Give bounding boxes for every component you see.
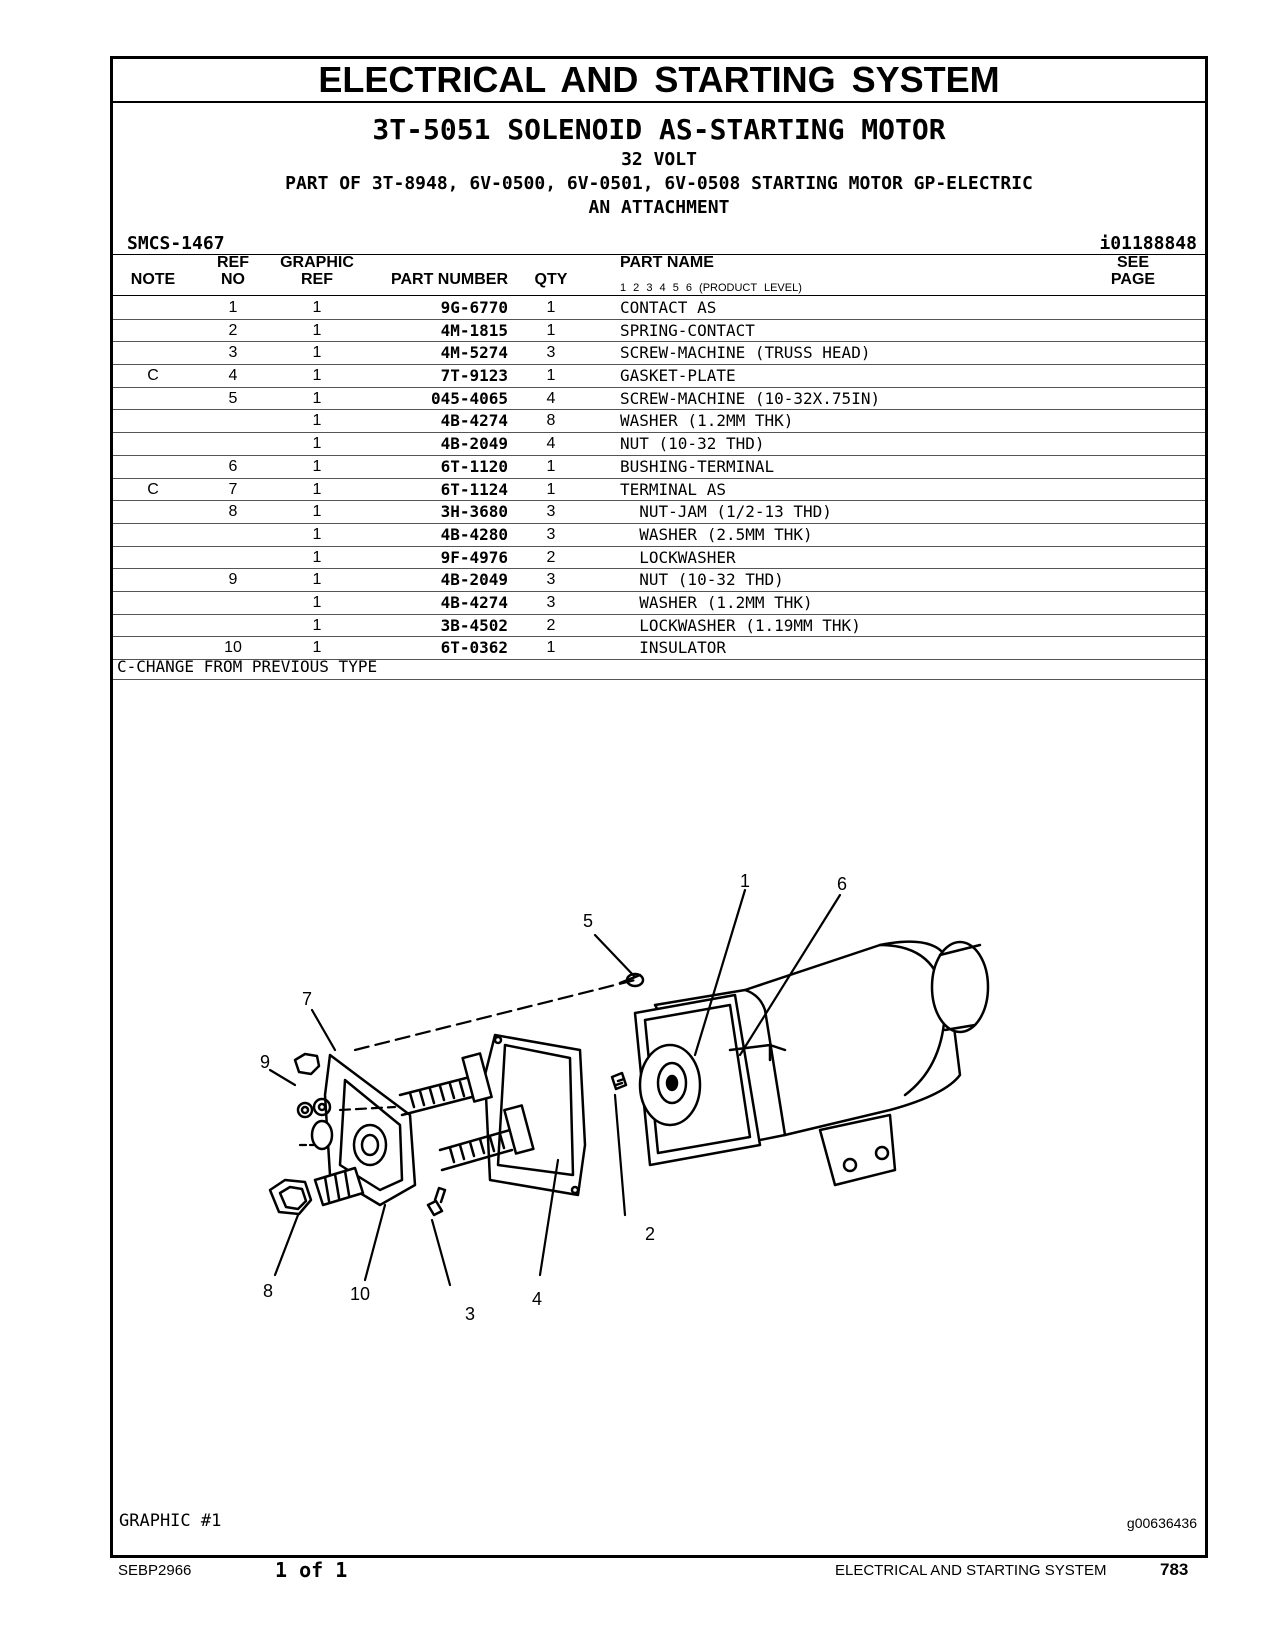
note-cell: C [147, 480, 159, 498]
table-row [113, 410, 1205, 433]
graphic-id: g00636436 [1126, 1515, 1197, 1531]
part-name-cell: TERMINAL AS [620, 479, 726, 499]
ref-no-cell: 2 [228, 321, 238, 339]
callout-2: 2 [645, 1224, 656, 1244]
part-number-cell: 4B-2049 [440, 570, 508, 590]
page-title: 3T-5051 SOLENOID AS-STARTING MOTOR [372, 113, 946, 146]
col-header-qty: QTY [534, 271, 568, 288]
part-name-cell: WASHER (1.2MM THK) [620, 411, 794, 431]
callout-3: 3 [465, 1304, 476, 1324]
ref-no-cell: 6 [228, 457, 238, 475]
part-name-cell: INSULATOR [620, 638, 726, 658]
parts-table [113, 297, 1205, 660]
product-level-header: 1 2 3 4 5 6 (PRODUCT LEVEL) [620, 282, 802, 294]
callout-9: 9 [260, 1052, 271, 1072]
graphic-ref-cell: 1 [312, 344, 322, 362]
qty-cell: 1 [546, 321, 556, 339]
callout-5: 5 [583, 911, 594, 931]
qty-cell: 1 [546, 367, 556, 385]
col-header-graphic-ref-1: GRAPHIC [280, 254, 354, 271]
graphic-ref-cell: 1 [312, 480, 322, 498]
callout-8: 8 [263, 1281, 274, 1301]
qty-cell: 3 [546, 571, 556, 589]
graphic-label: GRAPHIC #1 [119, 1511, 222, 1531]
part-number-cell: 6T-1120 [440, 456, 508, 476]
ref-no-cell: 5 [228, 389, 238, 407]
part-number-cell: 9F-4976 [440, 547, 508, 567]
graphic-ref-cell: 1 [312, 525, 322, 543]
part-number-cell: 4B-2049 [440, 434, 508, 454]
ref-no-cell: 9 [228, 571, 238, 589]
col-header-ref-1: REF [217, 254, 249, 271]
table-row [113, 501, 1205, 524]
qty-cell: 3 [546, 344, 556, 362]
table-row [113, 569, 1205, 592]
part-name-cell: SCREW-MACHINE (10-32X.75IN) [620, 388, 881, 408]
table-row [113, 456, 1205, 479]
part-name-cell: NUT (10-32 THD) [620, 434, 765, 454]
part-number-cell: 045-4065 [430, 388, 508, 408]
graphic-ref-cell: 1 [312, 367, 322, 385]
part-number-cell: 4M-5274 [440, 343, 508, 363]
part-name-cell: WASHER (1.2MM THK) [620, 592, 813, 612]
part-number-cell: 4B-4274 [440, 592, 508, 612]
part-number-cell: 4B-4280 [440, 524, 508, 544]
qty-cell: 4 [546, 435, 556, 453]
part-number-cell: 6T-0362 [440, 638, 508, 658]
part-name-cell: LOCKWASHER (1.19MM THK) [620, 615, 861, 635]
table-row [113, 320, 1205, 343]
callout-10: 10 [350, 1284, 371, 1304]
part-name-cell: BUSHING-TERMINAL [620, 456, 775, 476]
callout-7: 7 [302, 989, 313, 1009]
graphic-ref-cell: 1 [312, 435, 322, 453]
ref-no-cell: 3 [228, 344, 238, 362]
ref-no-cell: 1 [228, 299, 238, 316]
qty-cell: 4 [546, 389, 556, 407]
part-number-cell: 4M-1815 [440, 320, 508, 340]
qty-cell: 1 [546, 639, 556, 657]
part-number-cell: 6T-1124 [440, 479, 508, 499]
part-name-cell: CONTACT AS [620, 298, 717, 317]
section-banner: ELECTRICAL AND STARTING SYSTEM [113, 59, 1205, 103]
col-header-note: NOTE [130, 271, 176, 288]
ref-no-cell: 7 [228, 480, 238, 498]
col-header-ref-2: NO [221, 271, 245, 288]
table-row [113, 342, 1205, 365]
graphic-ref-cell: 1 [312, 639, 322, 657]
footer-doc-code: SEBP2966 [118, 1562, 192, 1579]
graphic-ref-cell: 1 [312, 299, 322, 316]
header-bottom-rule [113, 295, 1205, 296]
subtitle-attachment: AN ATTACHMENT [588, 197, 730, 218]
qty-cell: 2 [546, 616, 556, 634]
graphic-ref-cell: 1 [312, 571, 322, 589]
part-number-cell: 3H-3680 [440, 502, 508, 522]
part-number-cell: 3B-4502 [440, 615, 508, 635]
subtitle-voltage: 32 VOLT [621, 149, 697, 170]
table-row [113, 433, 1205, 456]
table-row [113, 524, 1205, 547]
callout-6: 6 [837, 874, 848, 894]
starting-motor-illustration [620, 942, 988, 1185]
part-number-cell: 9G-6770 [440, 298, 508, 317]
qty-cell: 3 [546, 593, 556, 611]
graphic-ref-cell: 1 [312, 389, 322, 407]
part-name-cell: WASHER (2.5MM THK) [620, 524, 813, 544]
part-number-cell: 7T-9123 [440, 366, 508, 386]
document-id: i01188848 [1099, 233, 1197, 254]
graphic-ref-cell: 1 [312, 503, 322, 521]
graphic-ref-cell: 1 [312, 321, 322, 339]
footnote-rule [113, 679, 1205, 680]
part-name-cell: SPRING-CONTACT [620, 320, 755, 340]
part-name-cell: LOCKWASHER [620, 547, 736, 567]
qty-cell: 2 [546, 548, 556, 566]
col-header-graphic-ref-2: REF [301, 271, 333, 288]
part-number-cell: 4B-4274 [440, 411, 508, 431]
part-name-cell: GASKET-PLATE [620, 366, 736, 386]
qty-cell: 1 [546, 457, 556, 475]
col-header-part-number: PART NUMBER [390, 271, 508, 288]
ref-no-cell: 4 [228, 367, 238, 385]
footer-section: ELECTRICAL AND STARTING SYSTEM [835, 1562, 1107, 1579]
table-row [113, 479, 1205, 502]
table-row [113, 547, 1205, 570]
qty-cell: 8 [546, 412, 556, 430]
solenoid-exploded-diagram [240, 845, 1040, 1385]
graphic-ref-cell: 1 [312, 616, 322, 634]
part-name-cell: SCREW-MACHINE (TRUSS HEAD) [620, 343, 871, 363]
table-row [113, 365, 1205, 388]
ref-no-cell: 8 [228, 503, 238, 521]
table-row [113, 592, 1205, 615]
subtitle-parent-groups: PART OF 3T-8948, 6V-0500, 6V-0501, 6V-0508 STARTING MOTOR GP-ELECTRIC [285, 173, 1033, 194]
col-header-see-page-2: PAGE [1110, 271, 1156, 288]
ref-no-cell: 10 [224, 639, 242, 657]
part-name-cell: NUT-JAM (1/2-13 THD) [620, 502, 832, 522]
graphic-ref-cell: 1 [312, 593, 322, 611]
graphic-ref-cell: 1 [312, 548, 322, 566]
graphic-ref-cell: 1 [312, 412, 322, 430]
table-row [113, 615, 1205, 638]
smcs-code: SMCS-1467 [127, 233, 225, 254]
footer-page-of: 1 of 1 [275, 1558, 348, 1582]
footnote: C-CHANGE FROM PREVIOUS TYPE [117, 657, 378, 676]
qty-cell: 1 [546, 480, 556, 498]
callout-1: 1 [740, 871, 751, 891]
note-cell: C [147, 367, 159, 385]
callout-4: 4 [532, 1289, 543, 1309]
table-row [113, 388, 1205, 411]
qty-cell: 1 [546, 299, 556, 316]
col-header-part-name: PART NAME [620, 254, 714, 271]
qty-cell: 3 [546, 503, 556, 521]
graphic-ref-cell: 1 [312, 457, 322, 475]
qty-cell: 3 [546, 525, 556, 543]
footer-page-number: 783 [1160, 1560, 1189, 1579]
col-header-see-page-1: SEE [1116, 254, 1149, 271]
table-row [113, 297, 1205, 320]
part-name-cell: NUT (10-32 THD) [620, 570, 784, 590]
gasket-plate-illustration [485, 1035, 585, 1195]
